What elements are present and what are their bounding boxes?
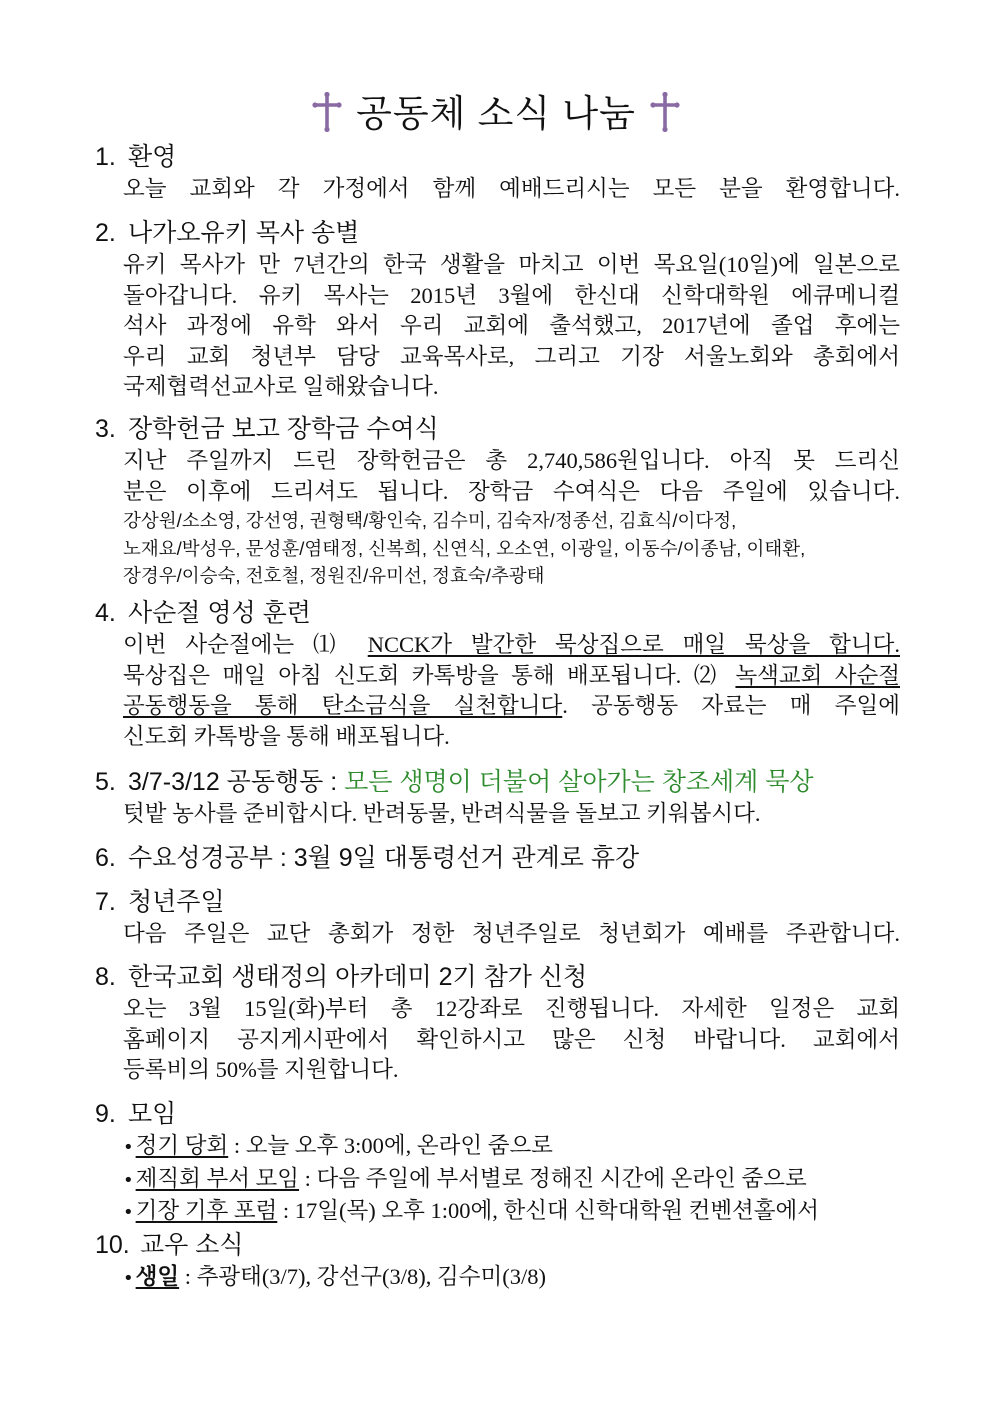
section-academy — [95, 960, 905, 1086]
section-body — [123, 994, 900, 1086]
green-heading-text: 모든 생명이 더불어 살아가는 창조세계 묵상 — [344, 768, 814, 796]
meeting-detail: : 다음 주일에 부서별로 정해진 시간에 온라인 줌으로 — [299, 1165, 807, 1191]
underlined-text: NCCK가 발간한 묵상집으로 매일 묵상을 합니다. — [367, 632, 900, 657]
section-youth-sunday — [95, 885, 905, 950]
recipient-line: 강상원/소소영, 강선영, 권형택/황인숙, 김수미, 김숙자/정종선, 김효식/이다정, — [123, 510, 737, 531]
section-heading — [95, 596, 905, 630]
section-heading — [95, 216, 905, 250]
section-heading — [95, 1097, 905, 1131]
bullet-icon: • — [123, 1137, 134, 1158]
heading-text: 모임 — [128, 1100, 177, 1128]
body-line: 신도회 카톡방을 통해 배포됩니다. — [123, 723, 450, 749]
section-member-news — [95, 1228, 905, 1295]
heading-text: 사순절 영성 훈련 — [128, 599, 311, 627]
section-number: 6. — [95, 844, 116, 872]
heading-text: 교우 소식 — [140, 1231, 244, 1259]
section-farewell — [95, 216, 905, 403]
section-body — [123, 174, 900, 205]
title-text: 공동체 소식 나눔 — [356, 93, 636, 134]
body-line: 분은 이후에 드리셔도 됩니다. 장학금 수여식은 다음 주일에 있습니다. — [123, 478, 900, 504]
meeting-label: 정기 당회 — [135, 1133, 229, 1158]
recipient-line: 장경우/이승숙, 전호철, 정원진/유미선, 정효숙/추광태 — [123, 565, 545, 586]
section-number: 10. — [95, 1231, 130, 1259]
section-number: 3. — [95, 415, 116, 443]
section-heading — [95, 1228, 905, 1262]
heading-text: 3/7-3/12 공동행동 : — [128, 768, 345, 796]
underlined-text: 녹색교회 사순절 — [735, 662, 901, 688]
section-lent-training — [95, 596, 905, 752]
section-heading — [95, 140, 905, 174]
section-bible-study — [95, 841, 905, 875]
section-body — [123, 799, 900, 830]
body-line: 오늘 교회와 각 가정에서 함께 예배드리시는 모든 분을 환영합니다. — [123, 176, 900, 201]
section-heading — [95, 765, 905, 799]
section-body — [123, 630, 900, 752]
body-line: 국제협력선교사로 일해왔습니다. — [123, 374, 439, 399]
birthday-item — [123, 1262, 900, 1295]
body-line: 우리 교회 청년부 담당 교육목사로, 그리고 기장 서울노회와 총회에서 — [123, 343, 900, 369]
body-line: 오는 3월 15일(화)부터 총 12강좌로 진행됩니다. 자세한 일정은 교회 — [123, 996, 900, 1021]
body-line — [123, 691, 900, 722]
section-number: 2. — [95, 219, 116, 247]
birthday-detail: : 추광태(3/7), 강선구(3/8), 김수미(3/8) — [179, 1264, 546, 1289]
meeting-item — [123, 1196, 900, 1229]
member-news-list — [123, 1262, 900, 1295]
section-number: 1. — [95, 143, 116, 171]
meeting-detail: : 17일(목) 오후 1:00에, 한신대 신학대학원 컨벤션홀에서 — [277, 1198, 820, 1223]
body-line: 유키 목사가 만 7년간의 한국 생활을 마치고 이번 목요일(10일)에 일본으로 — [123, 252, 900, 277]
body-line — [123, 630, 900, 661]
heading-text: 나가오유키 목사 송별 — [128, 219, 360, 247]
body-line: 지난 주일까지 드린 장학헌금은 총 2,740,586원입니다. 아직 못 드리신 — [123, 448, 900, 473]
body-line: 등록비의 50%를 지원합니다. — [123, 1057, 399, 1082]
page-title — [0, 86, 992, 142]
text-run: 이번 사순절에는 ⑴ — [123, 632, 368, 657]
section-body — [123, 919, 900, 950]
section-number: 5. — [95, 768, 116, 796]
section-body — [123, 446, 900, 507]
section-scholarship — [95, 412, 905, 590]
section-number: 4. — [95, 599, 116, 627]
bullet-icon: • — [123, 1202, 134, 1223]
heading-text: 청년주일 — [128, 888, 225, 916]
section-number: 9. — [95, 1100, 116, 1128]
body-line: 석사 과정에 유학 와서 우리 교회에 출석했고, 2017년에 졸업 후에는 — [123, 313, 900, 338]
meeting-list — [123, 1131, 900, 1229]
body-line — [123, 661, 900, 692]
heading-text: 장학헌금 보고 장학금 수여식 — [128, 415, 439, 443]
section-body — [123, 250, 900, 403]
section-heading — [95, 885, 905, 919]
bullet-icon: • — [123, 1268, 134, 1289]
section-heading — [95, 960, 905, 994]
cross-icon-left — [312, 92, 342, 132]
heading-text: 수요성경공부 : 3월 9일 대통령선거 관계로 휴강 — [128, 844, 640, 872]
meeting-detail: : 오늘 오후 3:00에, 온라인 줌으로 — [228, 1133, 553, 1158]
bullet-icon: • — [123, 1169, 134, 1191]
underlined-text: 공동행동을 통해 탄소금식을 실천합니다 — [123, 693, 563, 718]
section-number: 8. — [95, 963, 116, 991]
text-run: 묵상집은 매일 아침 신도회 카톡방을 통해 배포됩니다. ⑵ — [123, 662, 736, 688]
body-line: 홈페이지 공지게시판에서 확인하시고 많은 신청 바랍니다. 교회에서 — [123, 1026, 900, 1052]
section-number: 7. — [95, 888, 116, 916]
body-line: 다음 주일은 교단 총회가 정한 청년주일로 청년회가 예배를 주관합니다. — [123, 921, 900, 946]
text-run: . 공동행동 자료는 매 주일에 — [562, 693, 900, 718]
recipient-line: 노재요/박성우, 문성훈/염태정, 신복희, 신연식, 오소연, 이광일, 이동수/이종남, 이태환, — [123, 537, 806, 559]
section-heading — [95, 412, 905, 446]
meeting-item — [123, 1131, 900, 1164]
recipient-list — [123, 507, 900, 590]
section-welcome — [95, 140, 905, 205]
body-line: 텃밭 농사를 준비합시다. 반려동물, 반려식물을 돌보고 키워봅시다. — [123, 801, 761, 826]
meeting-item — [123, 1164, 900, 1197]
meeting-label: 제직회 부서 모임 — [135, 1165, 300, 1191]
heading-text: 환영 — [128, 143, 177, 171]
section-meetings — [95, 1097, 905, 1229]
cross-icon-right — [650, 92, 680, 132]
section-heading — [95, 841, 905, 875]
meeting-label: 기장 기후 포럼 — [135, 1198, 278, 1223]
heading-text: 한국교회 생태정의 아카데미 2기 참가 신청 — [128, 963, 588, 991]
birthday-label: 생일 — [135, 1264, 180, 1289]
body-line: 돌아갑니다. 유키 목사는 2015년 3월에 한신대 신학대학원 에큐메니컬 — [123, 282, 900, 308]
section-joint-action — [95, 765, 905, 830]
